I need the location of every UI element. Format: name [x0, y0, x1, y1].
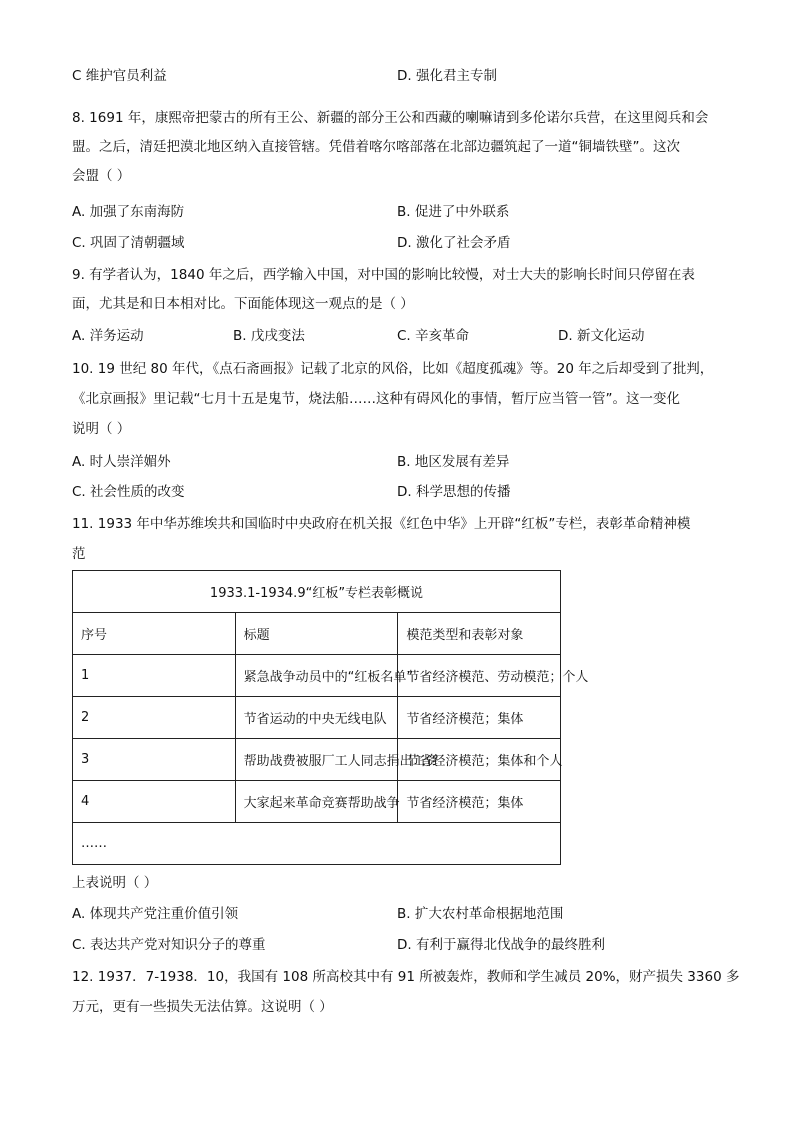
table-cell: 节省经济模范；集体 — [398, 781, 561, 823]
table-cell: 大家起来革命竞赛帮助战争 — [235, 781, 398, 823]
table-row — [73, 739, 561, 781]
q11-option-b: B. 扩大农村革命根据地范围 — [397, 906, 564, 922]
q11-stem-line1: 11. 1933 年中华苏维埃共和国临时中央政府在机关报《红色中华》上开辟“红板”专栏，表彰革命精神模 — [72, 516, 691, 532]
honor-table — [72, 570, 589, 865]
q10-stem-line2: 《北京画报》里记载“七月十五是鬼节，烧法船……这种有碍风化的事情，暂厅应当管一管”。这一变化 — [72, 391, 680, 407]
table-cell: 3 — [73, 739, 236, 781]
q11-option-d: D. 有利于赢得北伐战争的最终胜利 — [397, 937, 605, 953]
table-cell: 2 — [73, 697, 236, 739]
q10-stem-line3: 说明（ ） — [72, 421, 131, 437]
q9-option-b: B. 戊戌变法 — [233, 328, 305, 344]
q9-stem-line1: 9. 有学者认为，1840 年之后，西学输入中国，对中国的影响比较慢，对士大夫的影响长时间只停留在表 — [72, 267, 695, 283]
q10-option-a: A. 时人崇洋媚外 — [72, 454, 171, 470]
q8-option-d: D. 激化了社会矛盾 — [397, 235, 511, 251]
table-row — [73, 697, 561, 739]
q11-option-a: A. 体现共产党注重价值引领 — [72, 906, 239, 922]
q7-option-d: D. 强化君主专制 — [397, 68, 497, 84]
table-cell: 节省经济模范、劳动模范；个人 — [398, 655, 561, 697]
q10-option-c: C. 社会性质的改变 — [72, 484, 185, 500]
q12-stem-line1: 12. 1937．7-1938．10，我国有 108 所高校其中有 91 所被轰炸，教师和学生减员 20%，财产损失 3360 多 — [72, 969, 740, 985]
q10-stem-line1: 10. 19 世纪 80 年代，《点石斋画报》记载了北京的风俗，比如《超度孤魂》等。20 年之后却受到了批判， — [72, 361, 714, 377]
q12-stem-line2: 万元，更有一些损失无法估算。这说明（ ） — [72, 999, 333, 1015]
table-cell: 紧急战争动员中的“红板名单” — [235, 655, 398, 697]
q10-option-b: B. 地区发展有差异 — [397, 454, 510, 470]
q8-option-c: C. 巩固了清朝疆域 — [72, 235, 185, 251]
table-row — [73, 655, 561, 697]
table-header-cell: 模范类型和表彰对象 — [398, 613, 561, 655]
q8-stem-line1: 8. 1691 年，康熙帝把蒙古的所有王公、新疆的部分王公和西藏的喇嘛请到多伦诺尔兵营，在这里阅兵和会 — [72, 110, 709, 126]
table-cell: 帮助战费被服厂工人同志捐出工资 — [235, 739, 398, 781]
table-row — [73, 781, 561, 823]
table-ellipsis: …… — [73, 823, 561, 865]
q9-option-d: D. 新文化运动 — [558, 328, 645, 344]
q9-option-a: A. 洋务运动 — [72, 328, 144, 344]
q8-stem-line3: 会盟（ ） — [72, 168, 131, 184]
q11-option-c: C. 表达共产党对知识分子的尊重 — [72, 937, 266, 953]
q10-option-d: D. 科学思想的传播 — [397, 484, 511, 500]
table-caption-row — [73, 571, 561, 613]
q11-stem-line2: 范 — [72, 546, 86, 562]
table-header-cell: 标题 — [235, 613, 398, 655]
table-cell: 1 — [73, 655, 236, 697]
table-header-row — [73, 613, 561, 655]
q7-option-c: C 维护官员利益 — [72, 68, 167, 84]
q8-option-a: A. 加强了东南海防 — [72, 204, 185, 220]
q9-stem-line2: 面，尤其是和日本相对比。下面能体现这一观点的是（ ） — [72, 296, 414, 312]
table-header-cell: 序号 — [73, 613, 236, 655]
table-ellipsis-row — [73, 823, 561, 865]
table-cell: 4 — [73, 781, 236, 823]
q8-stem-line2: 盟。之后，清廷把漠北地区纳入直接管辖。凭借着喀尔喀部落在北部边疆筑起了一道“铜墙铁壁”。这次 — [72, 139, 680, 155]
table-caption: 1933.1-1934.9“红板”专栏表彰概说 — [73, 571, 561, 613]
q9-option-c: C. 辛亥革命 — [397, 328, 470, 344]
table-cell: 节省运动的中央无线电队 — [235, 697, 398, 739]
table-cell: 节省经济模范；集体和个人 — [398, 739, 561, 781]
q8-option-b: B. 促进了中外联系 — [397, 204, 510, 220]
table-cell: 节省经济模范；集体 — [398, 697, 561, 739]
q11-question: 上表说明（ ） — [72, 875, 158, 891]
